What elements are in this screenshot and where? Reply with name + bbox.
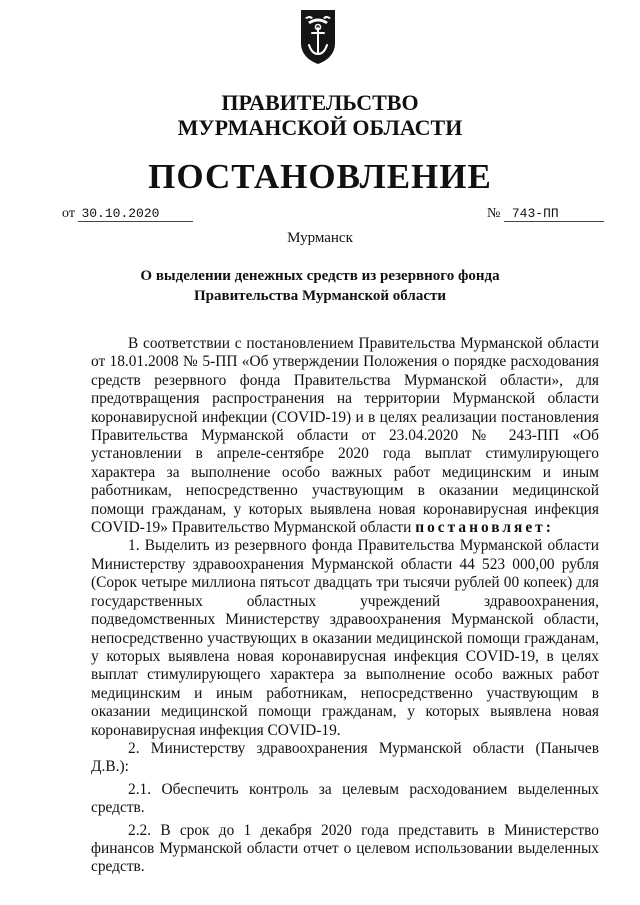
item-2-2-paragraph: 2.2. В срок до 1 декабря 2020 года представить в Министерство финансов Мурманской области отчет о целевом использовании выделенных средств. <box>91 821 599 876</box>
preamble-text: В соответствии с постановлением Правительства Мурманской области от 18.01.2008 № 5-ПП «Об утверждении Положения о порядке расходования средств резервного фонда Правительства Мурманской области», для предотвращения распространения на территории Мурманской области коронавирусной инфекции (COVID-19) и в целях реализации постановления Правительства Мурманской области от 23.04.2020 № 243-ПП «Об установлении в апреле-сентябре 2020 года выплат стимулирующего характера за выполнение особо важных работ медицинским и иным работникам, непосредственно участвующим в оказании медицинской помощи гражданам, у которых выявлена новая коронавирусная инфекция COVID-19» Правительство Мурманской области <box>91 335 599 537</box>
number-prefix: № <box>487 206 501 221</box>
subject-heading <box>0 266 640 306</box>
resolves-word: постановляет: <box>415 519 554 537</box>
document-body <box>91 335 599 877</box>
number-value: 743-ПП <box>504 206 604 222</box>
number-field <box>487 206 604 222</box>
item-2-paragraph: 2. Министерству здравоохранения Мурманской области (Панычев Д.В.): <box>91 739 599 776</box>
date-field <box>62 206 193 222</box>
preamble-paragraph <box>91 335 599 537</box>
subject-line-1: О выделении денежных средств из резервного фонда <box>140 268 500 284</box>
city: Мурманск <box>287 230 353 246</box>
government-line-2: МУРМАНСКОЙ ОБЛАСТИ <box>177 115 463 140</box>
date-prefix: от <box>62 206 75 221</box>
government-line-1: ПРАВИТЕЛЬСТВО <box>221 90 419 115</box>
document-type-title: ПОСТАНОВЛЕНИЕ <box>148 157 492 196</box>
date-value: 30.10.2020 <box>78 206 193 222</box>
item-2-1-paragraph: 2.1. Обеспечить контроль за целевым расходованием выделенных средств. <box>91 780 599 817</box>
subject-line-2: Правительства Мурманской области <box>193 288 447 304</box>
coat-of-arms-icon <box>298 7 338 65</box>
government-name <box>0 90 640 140</box>
item-1-paragraph: 1. Выделить из резервного фонда Правительства Мурманской области Министерству здравоохранения Мурманской области 44 523 000,00 рубля (Сорок четыре миллиона пятьсот двадцать три тысячи рублей 00 копеек) для государственных областных учреждений здравоохранения, подведомственных Министерству здравоохранения Мурманской области, непосредственно участвующих в оказании медицинской помощи гражданам, у которых выявлена новая коронавирусная инфекция COVID-19, в целях выплат стимулирующего характера за выполнение особо важных работ медицинским и иным работникам, непосредственно участвующим в оказании медицинской помощи гражданам, у которых выявлена новая коронавирусная инфекция COVID-19. <box>91 537 599 739</box>
